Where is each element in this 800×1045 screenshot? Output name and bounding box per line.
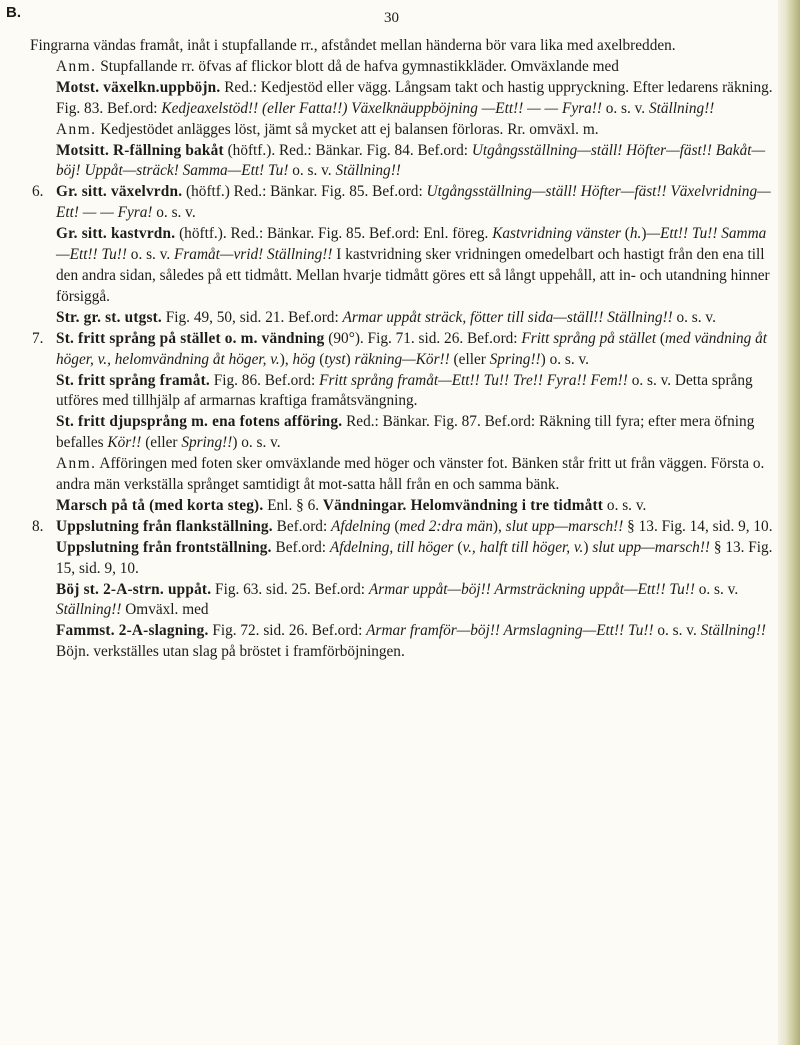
body-text: Afföringen med foten sker omväxlande med höger och vänster fot. Bänken står fritt ut från väggen. Första o. andra män verkställa språnget samtidigt åt mot-satta håll från en och samma bänk. (56, 455, 765, 494)
command-text: Afdelning, till höger (329, 538, 454, 556)
exercise-heading: St. fritt djupsprång m. ena fotens afföring. (56, 413, 343, 431)
exercise-heading: Gr. sitt. växelvrdn. (56, 183, 183, 201)
body-text: Fig. 86. Bef.ord: (209, 371, 320, 389)
body-text: (höftf.) Red.: Bänkar. Fig. 85. Bef.ord: (182, 183, 427, 201)
body-text: o. s. v. (603, 496, 647, 514)
command-text: Armar uppåt—böj!! Armsträckning uppåt—Ett!! Tu!! (368, 580, 695, 598)
body-text: ( (453, 538, 463, 556)
exercise-heading: Böj st. 2-A-strn. uppåt. (56, 580, 212, 598)
body-text: ) o. s. v. (540, 350, 589, 368)
body-text: (eller (141, 434, 182, 452)
paragraph (30, 182, 774, 224)
paragraph (30, 120, 774, 141)
exercise-heading: Str. gr. st. utgst. (56, 308, 162, 326)
body-text: ) o. s. v. (232, 434, 281, 452)
command-text: räkning—Kör!! (354, 350, 450, 368)
command-text: v., halft till höger, v. (462, 538, 584, 556)
exercise-heading: Gr. sitt. kastvrdn. (56, 225, 176, 243)
paragraph (30, 224, 774, 308)
exercise-heading: Motsitt. R-fällning bakåt (56, 141, 224, 159)
note-label: Anm. (56, 120, 97, 138)
section-number: 8. (32, 517, 44, 535)
page-body (30, 36, 774, 663)
section-number: 7. (32, 329, 44, 347)
note-label: Anm. (56, 455, 97, 473)
body-text: (höftf.). Red.: Bänkar. Fig. 84. Bef.ord: (223, 141, 472, 159)
paragraph (30, 78, 774, 120)
command-text: Armar framför—böj!! Armslagning—Ett!! Tu!! (366, 622, 654, 640)
paragraph (30, 621, 774, 663)
body-text: Bef.ord: (272, 517, 332, 535)
command-text: slut upp—marsch!! (592, 538, 711, 556)
corner-mark: B. (6, 4, 21, 21)
body-text: o. s. v. (672, 308, 716, 326)
body-text: Fig. 49, 50, sid. 21. Bef.ord: (161, 308, 343, 326)
body-text: o. s. v. (288, 162, 336, 180)
body-text: § 13. Fig. 15, sid. 9, 10. (56, 538, 773, 577)
command-text: slut upp—marsch!! (505, 517, 624, 535)
paragraph (30, 538, 774, 580)
body-text: I kastvridning sker vridningen omedelbart och hastigt från den ena till den andra sidan, således på ett tidmått. Mellan hvarje tidmått göres ett så långt uppehåll, att in- och utandning hinner försiggå. (56, 246, 770, 305)
command-text: Framåt—vrid! Ställning!! (174, 246, 333, 264)
body-text: Bef.ord: (271, 538, 330, 556)
command-text: Afdelning (331, 517, 391, 535)
paragraph (30, 308, 774, 329)
body-text: o. s. v. (601, 99, 649, 117)
exercise-heading: Uppslutning från flankställning. (56, 517, 273, 535)
body-text: (90°). Fig. 71. sid. 26. Bef.ord: (324, 329, 522, 347)
command-text: Utgångsställning—ställ! Höfter—fäst!! Bakåt—böj! Uppåt—sträck! Samma—Ett! Tu! (56, 141, 766, 180)
body-text: o. s. v. (653, 622, 701, 640)
note-label: Anm. (56, 57, 97, 75)
body-text: ), (279, 350, 293, 368)
body-text: ( (656, 329, 666, 347)
command-text: med 2:dra män (399, 517, 493, 535)
body-text: ) (345, 350, 355, 368)
body-text: Fig. 72. sid. 26. Bef.ord: (208, 622, 367, 640)
command-text: —Ett!! Tu!! Samma—Ett!! Tu!! (56, 225, 767, 264)
body-text: o. s. v. (126, 246, 174, 264)
body-text: Red.: Bänkar. Fig. 87. Bef.ord: Räkning till fyra; efter mera öfning befalles (56, 413, 755, 452)
body-text: § 13. Fig. 14, sid. 9, 10. (623, 517, 773, 535)
command-text: hög (292, 350, 316, 368)
paragraph (30, 371, 774, 413)
command-text: Fritt språng på stället (521, 329, 657, 347)
paragraph (30, 496, 774, 517)
body-text: o. s. v. (694, 580, 739, 598)
command-text: Kör!! (107, 434, 142, 452)
exercise-heading: Fammst. 2-A-slagning. (56, 622, 209, 640)
paragraph (30, 580, 774, 622)
paragraph (30, 329, 774, 371)
command-text: tyst (324, 350, 346, 368)
paragraph (30, 412, 774, 454)
exercise-heading: Vändningar. Helomvändning i tre tidmått (322, 496, 604, 514)
body-text: ), (492, 517, 506, 535)
body-text: (eller (449, 350, 490, 368)
body-text: ) (583, 538, 593, 556)
body-text: ( (620, 225, 630, 243)
body-text: ( (390, 517, 400, 535)
command-text: Ställning!! (335, 162, 401, 180)
body-text: Enl. § 6. (263, 496, 323, 514)
page-number: 30 (384, 10, 399, 26)
body-text: Fingrarna vändas framåt, inåt i stupfallande rr., afståndet mellan händerna bör vara lika med axelbredden. (30, 37, 676, 54)
paragraph (30, 454, 774, 496)
body-text: Kedjestödet anlägges löst, jämt så mycket att ej balansen förloras. Rr. omväxl. m. (96, 120, 599, 138)
paragraph (30, 517, 774, 538)
command-text: Kedjeaxelstöd!! (eller Fatta!!) Växelknäuppböjning —Ett!! — — Fyra!! (161, 99, 602, 117)
body-text: Omväxl. med (121, 601, 209, 619)
exercise-heading: St. fritt språng framåt. (56, 371, 210, 389)
body-text: (höftf.). Red.: Bänkar. Fig. 85. Bef.ord: Enl. föreg. (175, 225, 493, 243)
body-text: Red.: Kedjestöd eller vägg. Långsam takt och hastig uppryckning. Efter ledarens räkning. Fig. 83. Bef.ord: (56, 78, 773, 117)
command-text: h. (629, 225, 642, 243)
command-text: med vändning åt höger, v., helomvändning åt höger, v. (56, 329, 767, 368)
paragraph (30, 36, 774, 57)
body-text: Stupfallande rr. öfvas af flickor blott då de hafva gymnastikkläder. Omväxlande med (96, 57, 619, 75)
body-text: Fig. 63. sid. 25. Bef.ord: (211, 580, 369, 598)
exercise-heading: Marsch på tå (med korta steg). (56, 496, 264, 514)
command-text: Armar uppåt sträck, fötter till sida—ställ!! Ställning!! (342, 308, 673, 326)
body-text: o. s. v. (152, 204, 196, 222)
command-text: Utgångsställning—ställ! Höfter—fäst!! Växelvridning—Ett! — — Fyra! (56, 183, 771, 222)
paragraph (30, 57, 774, 78)
body-text: Böjn. verkställes utan slag på bröstet i framförböjningen. (56, 643, 405, 661)
command-text: Spring!! (489, 350, 541, 368)
command-text: Ställning!! (700, 622, 767, 640)
body-text: o. s. v. Detta språng utföres med tillhjälp af armarnas kraftiga framåtsvängning. (56, 371, 753, 410)
command-text: Fritt språng framåt—Ett!! Tu!! Tre!! Fyra!! Fem!! (319, 371, 628, 389)
paragraph (30, 141, 774, 183)
exercise-heading: St. fritt språng på stället o. m. vändning (56, 329, 325, 347)
page-edge-shadow (778, 0, 800, 1045)
exercise-heading: Motst. växelkn.uppböjn. (56, 78, 221, 96)
exercise-heading: Uppslutning från frontställning. (56, 538, 272, 556)
body-text: ( (315, 350, 325, 368)
command-text: Ställning!! (56, 601, 122, 619)
command-text: Spring!! (181, 434, 233, 452)
body-text: ) (641, 225, 647, 243)
section-number: 6. (32, 183, 44, 201)
command-text: Ställning!! (648, 99, 715, 117)
command-text: Kastvridning vänster (492, 225, 621, 243)
